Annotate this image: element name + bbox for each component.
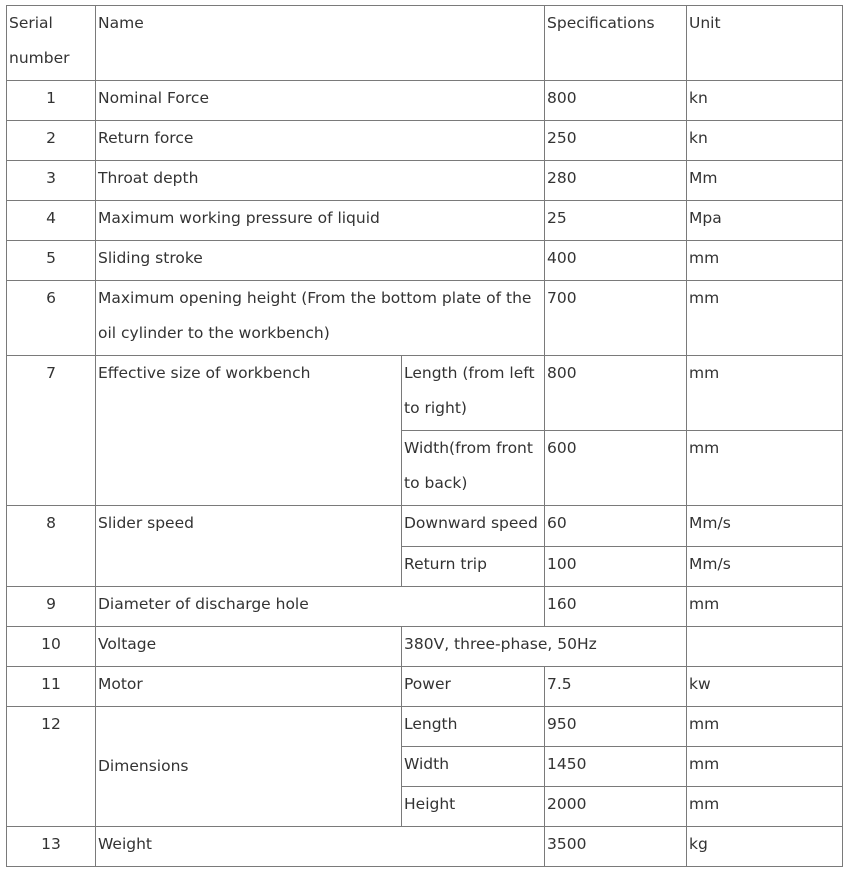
header-name: Name (96, 6, 545, 81)
sub-label-cell: Return trip (402, 546, 545, 586)
name-cell: Weight (96, 826, 545, 866)
spec-cell: 250 (545, 121, 687, 161)
table-header-row (7, 6, 843, 81)
unit-cell: mm (687, 586, 843, 626)
serial-cell: 5 (7, 241, 96, 281)
table-row (7, 201, 843, 241)
name-cell: Dimensions (96, 706, 402, 826)
table-row (7, 356, 843, 431)
spec-cell: 380V, three-phase, 50Hz (402, 626, 687, 666)
name-cell: Motor (96, 666, 402, 706)
unit-cell: mm (687, 431, 843, 506)
serial-cell: 9 (7, 586, 96, 626)
serial-cell: 10 (7, 626, 96, 666)
serial-cell: 12 (7, 706, 96, 826)
table-row (7, 826, 843, 866)
spec-cell: 950 (545, 706, 687, 746)
unit-cell: mm (687, 241, 843, 281)
serial-cell: 1 (7, 81, 96, 121)
spec-cell: 280 (545, 161, 687, 201)
unit-cell: Mm (687, 161, 843, 201)
name-cell: Voltage (96, 626, 402, 666)
unit-cell: kw (687, 666, 843, 706)
spec-cell: 2000 (545, 786, 687, 826)
spec-cell: 700 (545, 281, 687, 356)
unit-cell: kg (687, 826, 843, 866)
name-cell: Return force (96, 121, 545, 161)
sub-label-cell: Power (402, 666, 545, 706)
spec-cell: 400 (545, 241, 687, 281)
sub-label-cell: Length (402, 706, 545, 746)
name-cell: Throat depth (96, 161, 545, 201)
spec-cell: 800 (545, 81, 687, 121)
serial-cell: 8 (7, 506, 96, 586)
serial-cell: 2 (7, 121, 96, 161)
unit-cell: Mm/s (687, 506, 843, 546)
unit-cell: kn (687, 81, 843, 121)
unit-cell: mm (687, 356, 843, 431)
unit-cell: mm (687, 706, 843, 746)
sub-label-cell: Height (402, 786, 545, 826)
spec-cell: 3500 (545, 826, 687, 866)
name-cell: Diameter of discharge hole (96, 586, 545, 626)
serial-cell: 4 (7, 201, 96, 241)
table-row (7, 626, 843, 666)
table-row (7, 161, 843, 201)
table-row (7, 81, 843, 121)
header-unit: Unit (687, 6, 843, 81)
header-specifications: Specifications (545, 6, 687, 81)
spec-cell: 100 (545, 546, 687, 586)
spec-cell: 600 (545, 431, 687, 506)
table-row (7, 281, 843, 356)
serial-cell: 13 (7, 826, 96, 866)
spec-cell: 1450 (545, 746, 687, 786)
table-row (7, 586, 843, 626)
specifications-table (6, 5, 843, 867)
serial-cell: 6 (7, 281, 96, 356)
spec-cell: 800 (545, 356, 687, 431)
table-row (7, 506, 843, 546)
name-cell: Effective size of workbench (96, 356, 402, 506)
table-row (7, 121, 843, 161)
spec-cell: 7.5 (545, 666, 687, 706)
table-row (7, 706, 843, 746)
unit-cell: mm (687, 786, 843, 826)
unit-cell: Mm/s (687, 546, 843, 586)
sub-label-cell: Length (from left to right) (402, 356, 545, 431)
table-row (7, 241, 843, 281)
sub-label-cell: Downward speed (402, 506, 545, 546)
name-cell: Nominal Force (96, 81, 545, 121)
header-serial: Serial number (7, 6, 96, 81)
unit-cell: mm (687, 746, 843, 786)
serial-cell: 11 (7, 666, 96, 706)
name-cell: Maximum working pressure of liquid (96, 201, 545, 241)
spec-cell: 25 (545, 201, 687, 241)
sub-label-cell: Width (402, 746, 545, 786)
spec-cell: 60 (545, 506, 687, 546)
serial-cell: 3 (7, 161, 96, 201)
unit-cell: mm (687, 281, 843, 356)
unit-cell (687, 626, 843, 666)
sub-label-cell: Width(from front to back) (402, 431, 545, 506)
spec-cell: 160 (545, 586, 687, 626)
name-cell: Sliding stroke (96, 241, 545, 281)
table-row (7, 666, 843, 706)
name-cell: Maximum opening height (From the bottom plate of the oil cylinder to the workbench) (96, 281, 545, 356)
serial-cell: 7 (7, 356, 96, 506)
unit-cell: kn (687, 121, 843, 161)
unit-cell: Mpa (687, 201, 843, 241)
name-cell: Slider speed (96, 506, 402, 586)
